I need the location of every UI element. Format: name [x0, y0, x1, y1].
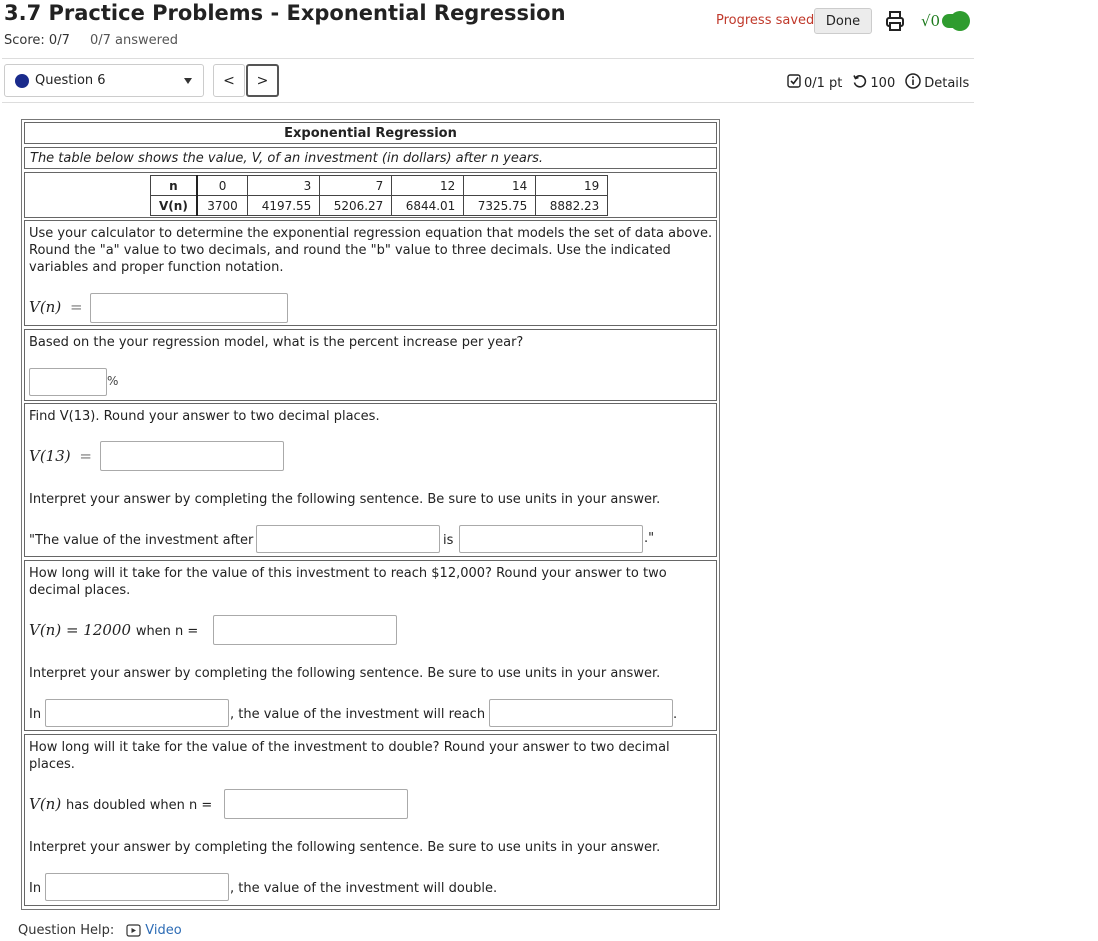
years-input[interactable]	[256, 525, 440, 553]
table-cell: 3700	[197, 196, 248, 216]
sentence2-end: .	[673, 707, 678, 722]
sentence1-end: ."	[644, 531, 655, 546]
table-cell: 12	[392, 176, 464, 196]
nav-divider	[2, 102, 974, 103]
problem-description	[24, 147, 717, 169]
sentence3-start: In	[29, 881, 42, 896]
sentence1-mid: is	[443, 533, 454, 548]
table-cell: 8882.23	[536, 196, 608, 216]
toggle-switch[interactable]	[942, 14, 968, 28]
table-cell: 0	[197, 176, 248, 196]
score-text: Score: 0/7	[4, 33, 70, 48]
table-cell: 7	[320, 176, 392, 196]
retry-icon	[852, 74, 867, 93]
sqrt-icon: √0	[921, 12, 941, 30]
reach-value-input[interactable]	[489, 699, 673, 727]
progress-status: Progress saved	[716, 13, 815, 28]
checkbox-icon	[787, 74, 801, 92]
v13-label-text: V(13)	[29, 447, 71, 465]
points-text: 0/1 pt	[804, 75, 843, 91]
percent-input[interactable]	[29, 368, 107, 396]
row-header-vn: V(n)	[151, 196, 197, 216]
help-label: Question Help:	[18, 923, 115, 938]
chevron-down-icon	[184, 78, 192, 84]
table-row	[151, 196, 608, 216]
video-link-text: Video	[145, 923, 182, 938]
table-cell: 4197.55	[248, 196, 320, 216]
question-selector[interactable]	[4, 64, 204, 97]
value-input[interactable]	[459, 525, 643, 553]
video-link[interactable]	[126, 923, 181, 938]
video-icon	[126, 924, 141, 937]
retries-count: 100	[870, 75, 896, 91]
interpret2-text: Interpret your answer by completing the following sentence. Be sure to use units in your answer.	[29, 666, 661, 681]
percent-question: Based on the your regression model, what is the percent increase per year?	[29, 335, 524, 350]
sentence3-end: , the value of the investment will double.	[230, 881, 498, 896]
vn-doubled-text: V(n)	[29, 795, 62, 813]
regression-equation-input[interactable]	[90, 293, 288, 323]
vn-label: V(n) =	[29, 298, 83, 316]
previous-question-button[interactable]: <	[213, 64, 245, 97]
double-n-input[interactable]	[224, 789, 408, 819]
table-cell: 7325.75	[464, 196, 536, 216]
page-title: 3.7 Practice Problems - Exponential Regression	[4, 1, 566, 25]
question-label: Question 6	[35, 73, 106, 88]
vn-12000-label	[29, 621, 198, 639]
data-table	[150, 175, 608, 216]
question-status-dot	[15, 74, 29, 88]
print-icon[interactable]	[884, 10, 906, 32]
info-icon[interactable]	[905, 73, 921, 93]
score-line	[4, 33, 178, 48]
problem-title: Exponential Regression	[24, 122, 717, 144]
interpret-text: Interpret your answer by completing the following sentence. Be sure to use units in your answer.	[29, 492, 661, 507]
instructions-text: Use your calculator to determine the exponential regression equation that models the set of data above. Round the "a" value to two decimals, and round the "b" value to three decimals. Use the indicated variables and proper function notation.	[29, 226, 713, 275]
next-question-button[interactable]: >	[246, 64, 279, 97]
reach-years-input[interactable]	[45, 699, 229, 727]
description-text: The table below shows the value, V, of an investment (in dollars) after n years.	[30, 150, 544, 166]
done-button[interactable]: Done	[814, 8, 872, 34]
sentence2-mid: , the value of the investment will reach	[230, 707, 486, 722]
table-row	[151, 176, 608, 196]
vn-label-text: V(n)	[29, 298, 62, 316]
vn-doubled-label	[29, 795, 212, 813]
row-header-n: n	[151, 176, 197, 196]
details-link[interactable]: Details	[924, 75, 970, 91]
header-divider	[2, 58, 974, 59]
double-years-input[interactable]	[45, 873, 229, 901]
vn-12000-text: V(n) = 12000	[29, 621, 132, 639]
has-doubled-text: has doubled when n =	[65, 798, 213, 813]
double-question: How long will it take for the value of the investment to double? Round your answer to two decimal places.	[29, 740, 670, 772]
percent-unit: %	[107, 374, 119, 388]
v13-input[interactable]	[100, 441, 284, 471]
table-cell: 14	[464, 176, 536, 196]
answered-count: 0/7 answered	[90, 33, 178, 48]
interpret3-text: Interpret your answer by completing the following sentence. Be sure to use units in your answer.	[29, 840, 661, 855]
sentence1-start: "The value of the investment after	[29, 533, 254, 548]
table-cell: 19	[536, 176, 608, 196]
find-question: Find V(13). Round your answer to two decimal places.	[29, 409, 380, 424]
reach-n-input[interactable]	[213, 615, 397, 645]
table-cell: 3	[248, 176, 320, 196]
long-question: How long will it take for the value of this investment to reach $12,000? Round your answer to two decimal places.	[29, 566, 667, 598]
math-input-toggle[interactable]	[921, 8, 973, 34]
question-help	[18, 923, 182, 938]
question-meta	[787, 73, 969, 93]
v13-label: V(13) =	[29, 447, 92, 465]
sentence2-start: In	[29, 707, 42, 722]
table-cell: 5206.27	[320, 196, 392, 216]
when-n-text: when n =	[135, 624, 199, 639]
table-cell: 6844.01	[392, 196, 464, 216]
